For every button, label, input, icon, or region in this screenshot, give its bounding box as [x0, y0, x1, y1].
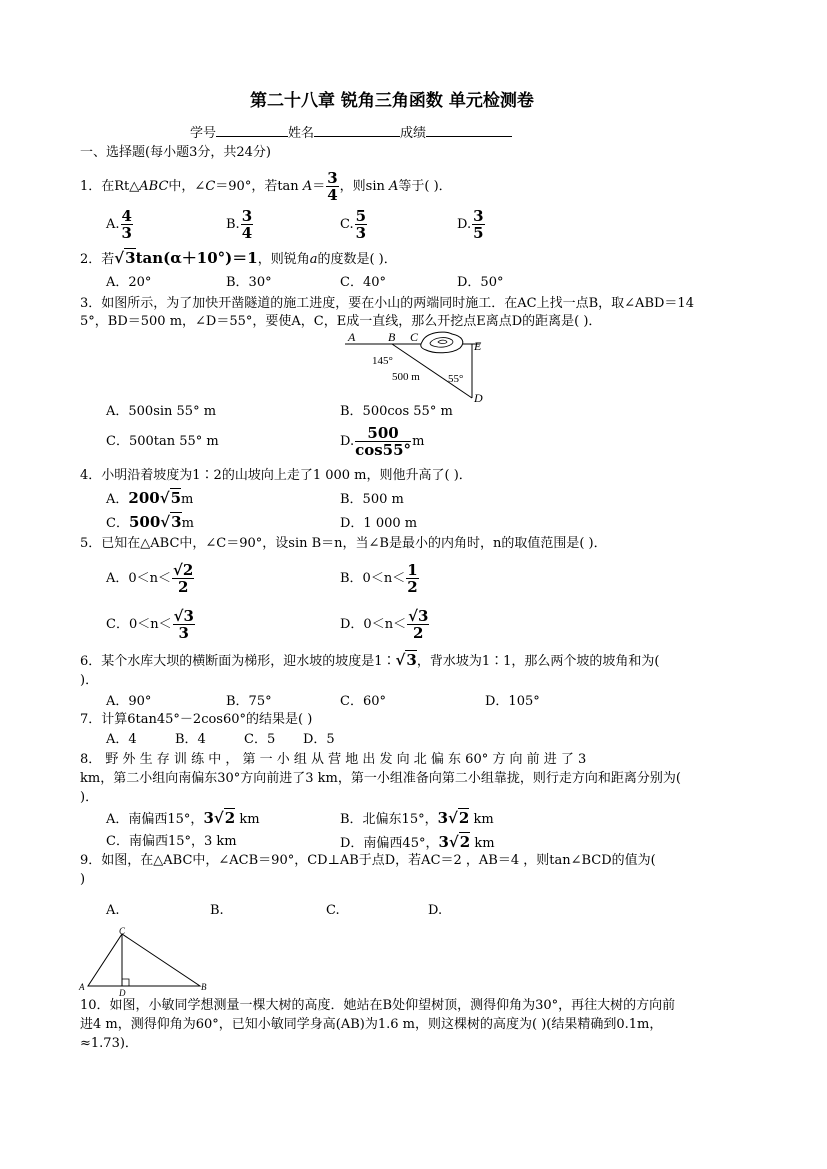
question-3-line2: 5°，BD＝500 m，∠D＝55°，要使A，C，E成一直线，那么开挖点E离点D的距离是( )． — [80, 314, 602, 329]
question-8-line3: )． — [80, 790, 99, 805]
question-2-stem: 2．若√3tan(α＋10°)＝1，则锐角a的度数是( )． — [80, 249, 397, 267]
q8-option-b[interactable]: B．北偏东15°，3√2 km — [340, 809, 494, 827]
fig-label-c: C — [410, 330, 419, 344]
question-10-line2: 进4 m，测得仰角为60°，已知小敏同学身高(AB)为1.6 m，则这棵树的高度为( )(结果精确到0.1m， — [80, 1017, 663, 1032]
q5-option-b[interactable]: B．0＜n＜ $\frac{1}{2}$ — [340, 561, 418, 596]
q3-option-d[interactable]: D. $\frac{500}{\cos 55^\circ}$ m — [340, 424, 425, 459]
fig-label-b: B — [388, 330, 396, 344]
fig-angle-55: 55° — [448, 373, 464, 385]
question-10-line3: ≈1.73)． — [80, 1036, 138, 1051]
q2-option-d[interactable]: D．50° — [457, 275, 504, 290]
q5-option-c[interactable]: C．0＜n＜ $\frac{√3}{3}$ — [106, 607, 194, 642]
fig-label-d: D — [474, 391, 483, 405]
fig-distance: 500 m — [392, 371, 420, 383]
student-no-blank — [216, 136, 288, 137]
q9-option-d[interactable]: D. — [428, 903, 443, 918]
q3-option-c[interactable]: C．500tan 55° m — [106, 434, 219, 449]
page-title: 第二十八章 锐角三角函数 单元检测卷 — [250, 91, 534, 111]
question-6-line2: )． — [80, 673, 99, 688]
q8-option-c[interactable]: C．南偏西15°，3 km — [106, 834, 237, 849]
fig9-label-a: A — [79, 982, 85, 992]
q6-option-c[interactable]: C．60° — [340, 694, 386, 709]
q1-option-d[interactable]: D. $\frac{3}{5}$ — [457, 207, 484, 242]
q3-option-b[interactable]: B．500cos 55° m — [340, 404, 453, 419]
question-4-stem: 4．小明沿着坡度为1∶2的山坡向上走了1 000 m，则他升高了( )． — [80, 468, 472, 483]
question-9-line1: 9．如图，在△ABC中，∠ACB＝90°，CD⊥AB于点D，若AC＝2 ，AB＝4 ，则tan∠BCD的值为( — [80, 853, 656, 868]
student-no-label: 学号 — [190, 126, 217, 141]
q6-option-d[interactable]: D．105° — [485, 694, 540, 709]
q4-option-b[interactable]: B．500 m — [340, 492, 404, 507]
q2-option-c[interactable]: C．40° — [340, 275, 386, 290]
q1-option-b[interactable]: B. $\frac{3}{4}$ — [226, 207, 253, 242]
q7-option-b[interactable]: B．4 — [175, 732, 206, 747]
fig-angle-145: 145° — [372, 355, 393, 367]
question-6-line1: 6．某个水库大坝的横断面为梯形，迎水坡的坡度是1∶√3，背水坡为1∶1，那么两个坡的坡角和为( — [80, 651, 660, 669]
q4-option-d[interactable]: D．1 000 m — [340, 516, 418, 531]
score-blank — [426, 136, 512, 137]
q1-option-a[interactable]: A. $\frac{4}{3}$ — [106, 207, 132, 242]
fig-label-e: E — [474, 339, 482, 353]
name-blank — [314, 136, 400, 137]
q5-option-d[interactable]: D．0＜n＜ $\frac{√3}{2}$ — [340, 607, 429, 642]
q9-option-a[interactable]: A. — [106, 903, 120, 918]
q6-option-b[interactable]: B．75° — [226, 694, 272, 709]
q7-option-d[interactable]: D．5 — [303, 732, 335, 747]
fig9-label-c: C — [119, 926, 126, 936]
question-1-stem: 1．在Rt△ABC中，∠C＝90°，若tan A＝ $\frac{3}{4}$ ，则sin A等于( )． — [80, 169, 452, 204]
q2-option-b[interactable]: B．30° — [226, 275, 272, 290]
q9-option-b[interactable]: B. — [210, 903, 224, 918]
q7-option-a[interactable]: A．4 — [106, 732, 137, 747]
q7-option-c[interactable]: C．5 — [244, 732, 276, 747]
q6-option-a[interactable]: A．90° — [106, 694, 152, 709]
question-3-line1: 3．如图所示，为了加快开凿隧道的施工进度，要在小山的两端同时施工．在AC上找一点B，取∠ABD＝14 — [80, 296, 694, 311]
q3-tunnel-figure — [340, 328, 500, 406]
score-label: 成绩 — [400, 126, 427, 141]
section-heading: 一、选择题(每小题3分，共24分) — [80, 145, 271, 160]
q1-option-c[interactable]: C. $\frac{5}{3}$ — [340, 207, 367, 242]
q9-triangle-figure — [78, 926, 210, 998]
q8-option-d[interactable]: D．南偏西45°，3√2 km — [340, 833, 495, 851]
q9-option-c[interactable]: C. — [326, 903, 340, 918]
q4-option-a[interactable]: A．200√5m — [106, 489, 194, 507]
q5-option-a[interactable]: A．0＜n＜ $\frac{√2}{2}$ — [106, 561, 194, 596]
q4-option-c[interactable]: C．500√3m — [106, 513, 194, 531]
fig9-label-b: B — [201, 982, 207, 992]
fraction: $\frac{3}{4}$ — [327, 169, 338, 204]
question-8-line2: km，第二小组向南偏东30°方向前进了3 km，第一小组准备向第二小组靠拢，则行走方向和距离分别为( — [80, 771, 681, 786]
q2-option-a[interactable]: A．20° — [106, 275, 152, 290]
question-7-stem: 7．计算6tan45°－2cos60°的结果是( ) — [80, 712, 313, 727]
question-5-stem: 5．已知在△ABC中，∠C＝90°，设sin B＝n，当∠B是最小的内角时，n的取值范围是( )． — [80, 536, 607, 551]
name-label: 姓名 — [288, 126, 315, 141]
question-9-line2: ) — [80, 872, 86, 887]
question-10-line1: 10．如图，小敏同学想测量一棵大树的高度．她站在B处仰望树顶，测得仰角为30°，再往大树的方向前 — [80, 998, 676, 1013]
fig9-label-d: D — [119, 988, 126, 998]
q8-option-a[interactable]: A．南偏西15°，3√2 km — [106, 809, 260, 827]
fig-label-a: A — [348, 330, 356, 344]
student-info-line — [190, 126, 512, 142]
q3-option-a[interactable]: A．500sin 55° m — [106, 404, 217, 419]
question-8-line1: 8． 野 外 生 存 训 练 中 ， 第 一 小 组 从 营 地 出 发 向 北 偏 东 60° 方 向 前 进 了 3 — [80, 752, 587, 767]
